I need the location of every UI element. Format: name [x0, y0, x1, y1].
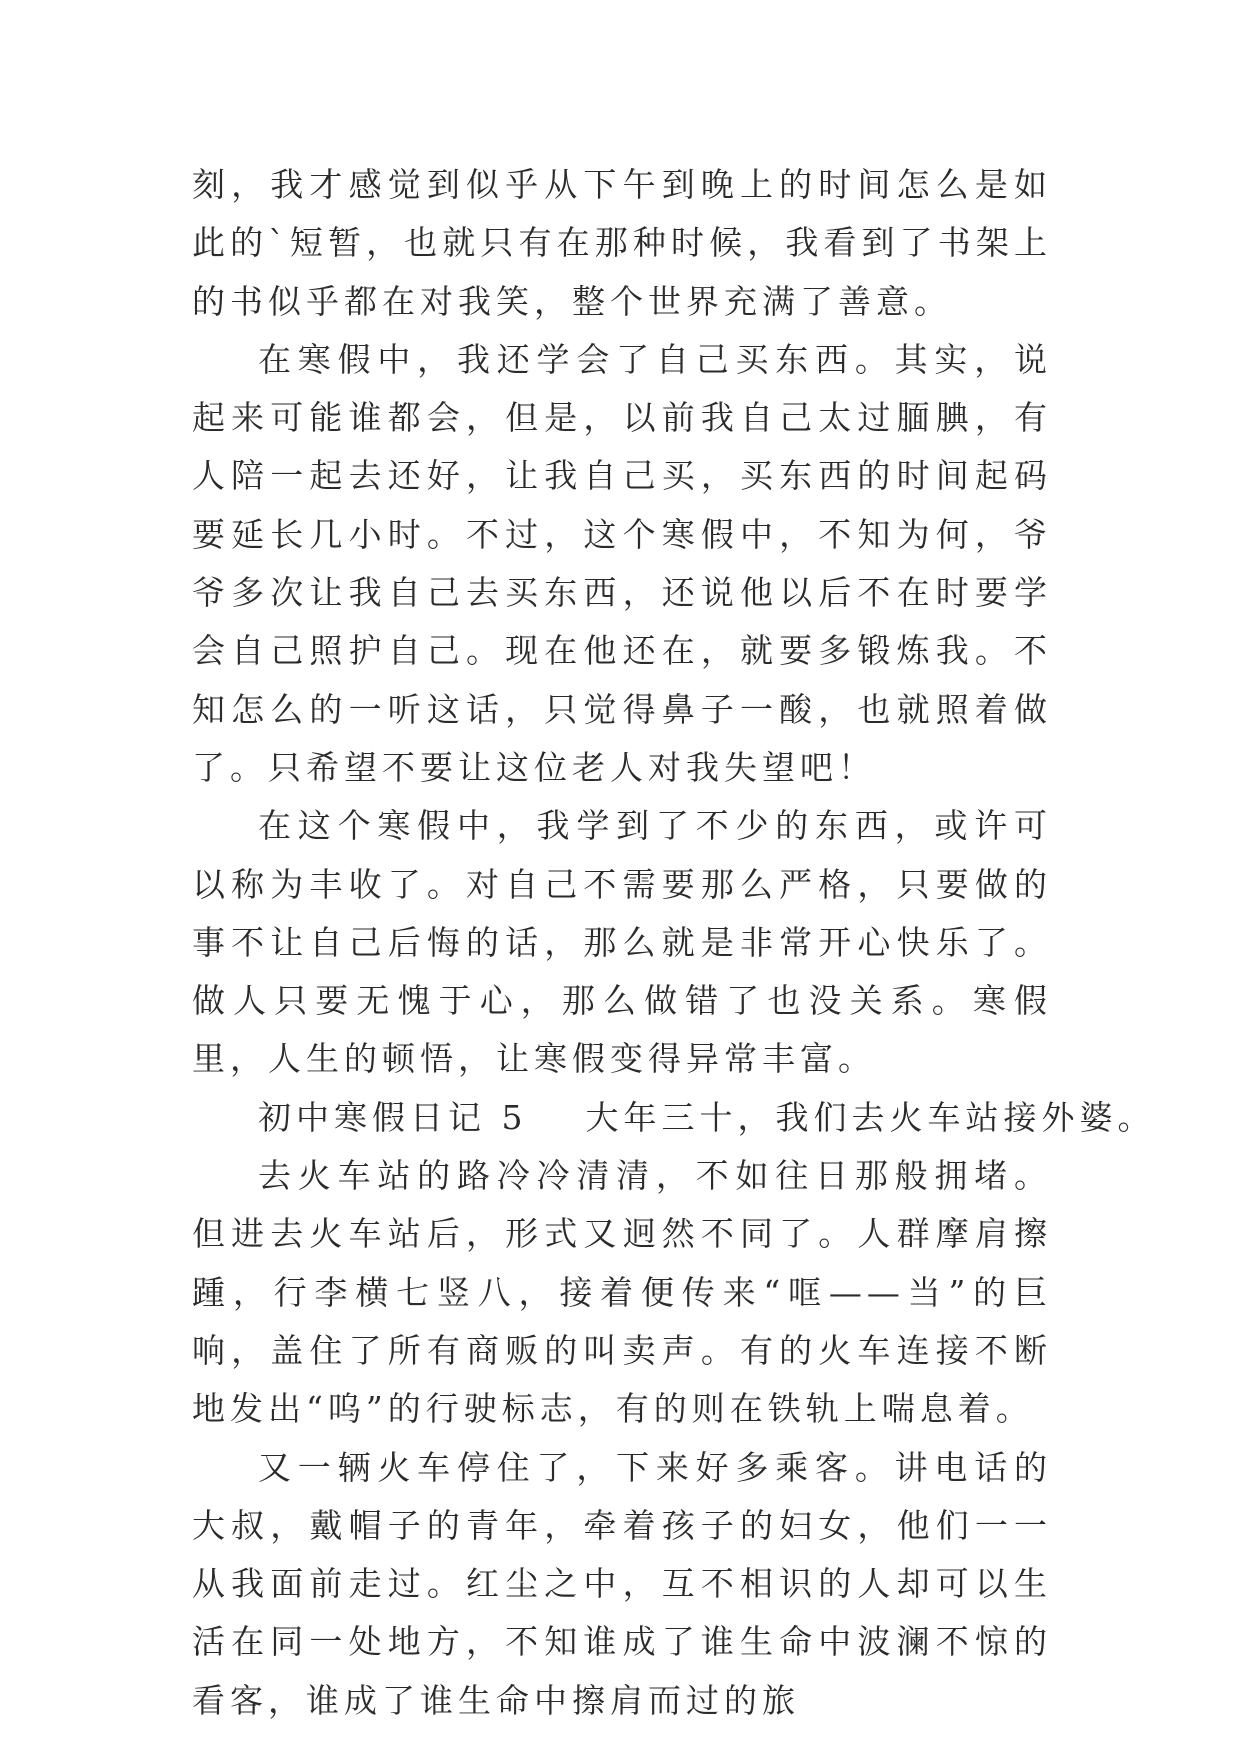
diary-title: 初中寒假日记 5: [258, 1097, 528, 1137]
diary-first-sentence: 大年三十，我们去火车站接外婆。: [585, 1097, 1156, 1137]
paragraph-5: 又一辆火车停住了，下来好多乘客。讲电话的大叔，戴帽子的青年，牵着孩子的妇女，他们一一从我面前走过。红尘之中，互不相识的人却可以生活在同一处地方，不知谁成了谁生命中波澜不惊的看客，谁成了谁生命中擦肩而过的旅: [192, 1447, 1052, 1720]
paragraph-3: 在这个寒假中，我学到了不少的东西，或许可以称为丰收了。对自己不需要那么严格，只要做的事不让自己后悔的话，那么就是非常开心快乐了。做人只要无愧于心，那么做错了也没关系。寒假里，人生的顿悟，让寒假变得异常丰富。: [192, 806, 1052, 1079]
paragraph-2: 在寒假中，我还学会了自己买东西。其实，说起来可能谁都会，但是，以前我自己太过腼腆，有人陪一起去还好，让我自己买，买东西的时间起码要延长几小时。不过，这个寒假中，不知为何，爷爷多次让我自己去买东西，还说他以后不在时要学会自己照护自己。现在他还在，就要多锻炼我。不知怎么的一听这话，只觉得鼻子一酸，也就照着做了。只希望不要让这位老人对我失望吧！: [192, 339, 1052, 787]
paragraph-1: 刻，我才感觉到似乎从下午到晚上的时间怎么是如此的`短暂，也就只有在那种时候，我看到了书架上的书似乎都在对我笑，整个世界充满了善意。: [192, 165, 1052, 321]
document-body: [192, 156, 1156, 1730]
paragraph-4: 去火车站的路冷冷清清，不如往日那般拥堵。但进去火车站后，形式又迥然不同了。人群摩肩擦踵，行李横七竖八，接着便传来“哐——当”的巨响，盖住了所有商贩的叫卖声。有的火车连接不断地发出“呜”的行驶标志，有的则在铁轨上喘息着。: [192, 1156, 1052, 1429]
diary-title-line: [192, 1089, 1156, 1147]
